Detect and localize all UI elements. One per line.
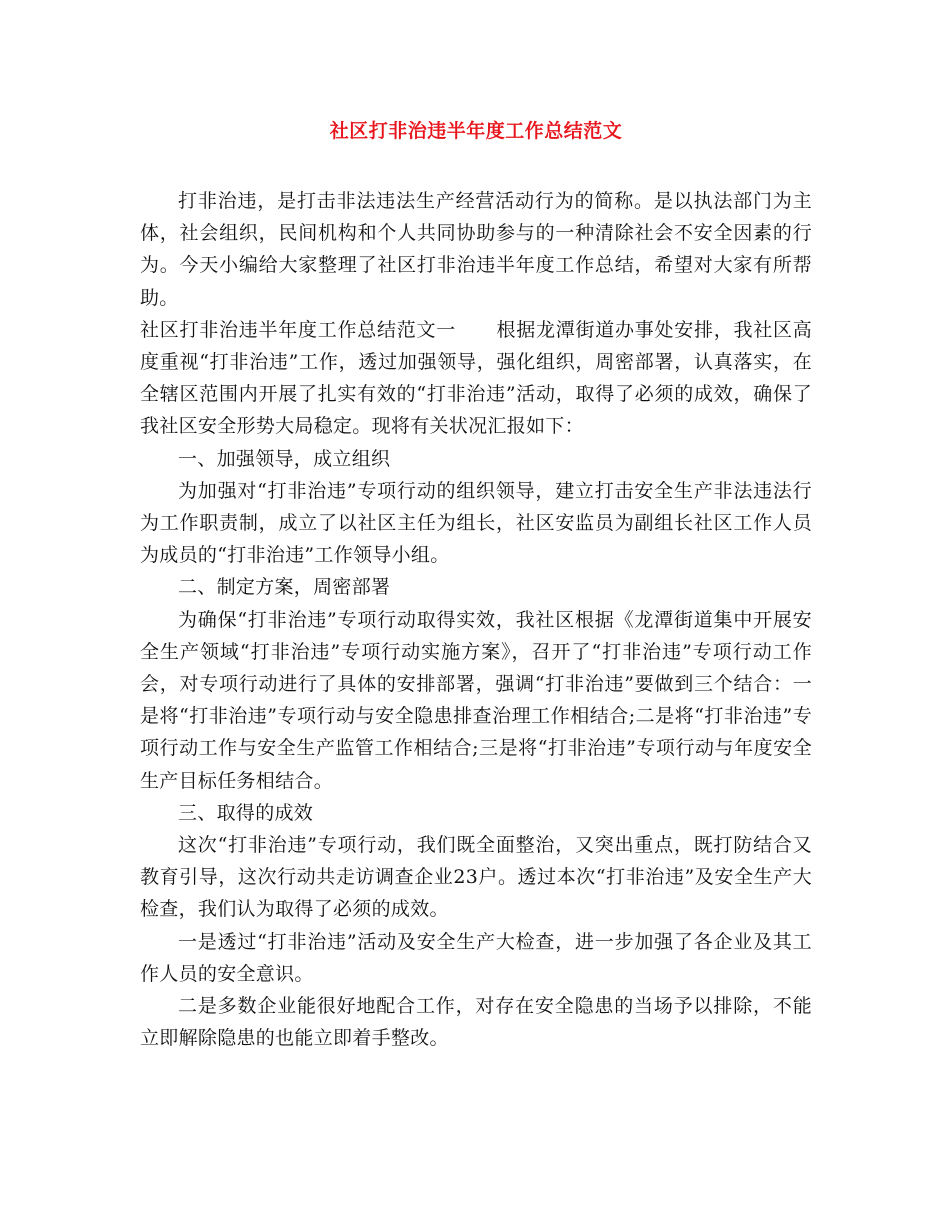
document-title: 社区打非治违半年度工作总结范文 xyxy=(329,120,623,142)
result-item-one: 一是透过“打非治违”活动及安全生产大检查，进一步加强了各企业及其工作人员的安全意识。 xyxy=(140,930,812,985)
intro-paragraph: 打非治违，是打击非法违法生产经营活动行为的简称。是以执法部门为主体，社会组织，民间机构和个人共同协助参与的一种清除社会不安全因素的行为。今天小编给大家整理了社区打非治违半年度工作总结，希望对大家有所帮助。 xyxy=(140,190,812,309)
body-leadership: 为加强对“打非治违”专项行动的组织领导，建立打击安全生产非法违法行为工作职责制，成立了以社区主任为组长，社区安监员为副组长社区工作人员为成员的“打非治违”工作领导小组。 xyxy=(140,479,812,567)
heading-leadership: 一、加强领导，成立组织 xyxy=(178,447,391,470)
result-item-two: 二是多数企业能很好地配合工作，对存在安全隐患的当场予以排除，不能立即解除隐患的也能立即着手整改。 xyxy=(140,995,812,1050)
body-plan: 为确保“打非治违”专项行动取得实效，我社区根据《龙潭街道集中开展安全生产领域“打非治违”专项行动实施方案》，召开了“打非治违”专项行动工作会，对专项行动进行了具体的安排部署，强调“打非治违”要做到三个结合：一是将“打非治违”专项行动与安全隐患排查治理工作相结合;二是将“打非治违”专项行动工作与安全生产监管工作相结合;三是将“打非治违”专项行动与年度安全生产目标任务相结合。 xyxy=(140,608,812,792)
section-one-paragraph xyxy=(140,314,812,443)
document-page xyxy=(140,118,812,1054)
section-one-lead: 根据龙潭街道办事处安排，我社区高度重视“打非治违”工作，透过加强领导，强化组织，周密部署，认真落实，在全辖区范围内开展了扎实有效的“打非治违”活动，取得了必须的成效，确保了我社区安全形势大局稳定。现将有关状况汇报如下： xyxy=(140,318,812,438)
body-results: 这次“打非治违”专项行动，我们既全面整治，又突出重点，既打防结合又教育引导，这次行动共走访调查企业23户。透过本次“打非治违”及安全生产大检查，我们认为取得了必须的成效。 xyxy=(140,834,812,921)
heading-results: 三、取得的成效 xyxy=(178,801,314,824)
section-one-title: 社区打非治违半年度工作总结范文一 xyxy=(140,318,456,341)
heading-plan: 二、制定方案，周密部署 xyxy=(178,576,391,599)
